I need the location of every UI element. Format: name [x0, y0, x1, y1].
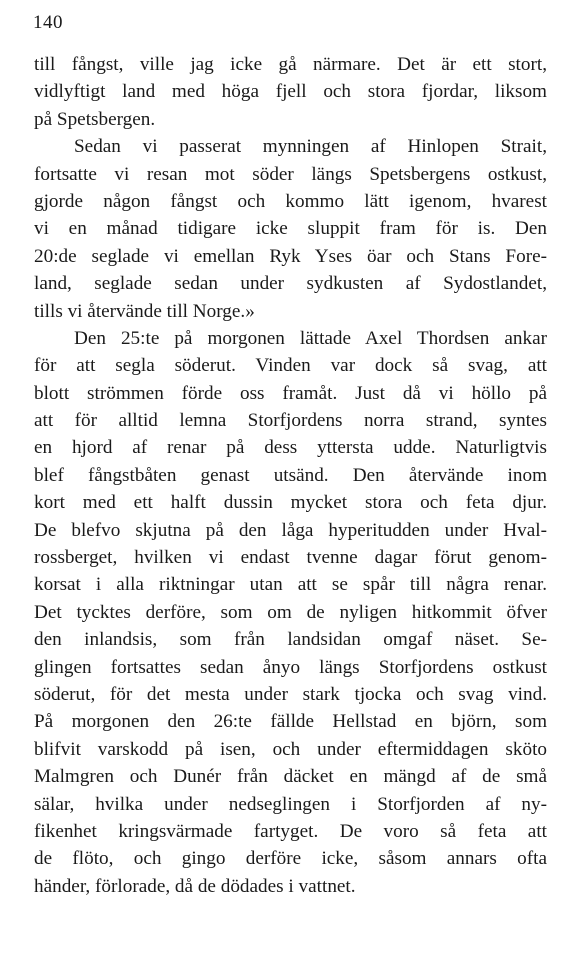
- text-line: blott strömmen förde oss framåt. Just då vi höllo på: [34, 382, 547, 404]
- text-line: fikenhet kringsvärmade fartyget. De voro så feta att: [34, 820, 547, 842]
- text-line: de flöto, och gingo derföre icke, såsom annars ofta: [34, 848, 547, 870]
- text-line: en hjord af renar på dess yttersta udde. Naturligtvis: [34, 437, 547, 459]
- text-line: för att segla söderut. Vinden var dock så svag, att: [34, 355, 547, 377]
- text-line: på Spetsbergen.: [34, 108, 156, 130]
- text-line: fortsatte vi resan mot söder längs Spetsbergens ostkust,: [34, 163, 547, 185]
- text-line: blifvit varskodd på isen, och under eftermiddagen sköto: [34, 738, 547, 760]
- text-line: sälar, hvilka under nedseglingen i Storfjorden af ny-: [34, 793, 547, 815]
- text-line: korsat i alla riktningar utan att se spår till några renar.: [34, 574, 547, 596]
- text-line: tills vi återvände till Norge.»: [34, 300, 255, 322]
- text-line: 20:de seglade vi emellan Ryk Yses öar och Stans Fore-: [34, 245, 547, 267]
- text-line: till fångst, ville jag icke gå närmare. Det är ett stort,: [34, 54, 547, 75]
- text-line: rossberget, hvilken vi endast tvenne dagar förut genom-: [34, 547, 547, 569]
- text-line: att för alltid lemna Storfjordens norra strand, syntes: [34, 410, 547, 432]
- text-line: kort med ett halft dussin mycket stora och feta djur.: [34, 492, 547, 514]
- text-line: land, seglade sedan under sydkusten af Sydostlandet,: [34, 273, 547, 295]
- text-line: gjorde någon fångst och kommo lätt igenom, hvarest: [34, 190, 547, 212]
- text-line: händer, förlorade, då de dödades i vattnet.: [34, 875, 356, 897]
- text-line: Den 25:te på morgonen lättade Axel Thordsen ankar: [74, 327, 547, 349]
- text-line: De blefvo skjutna på den låga hyperitudden under Hval-: [34, 519, 547, 541]
- page-number: 140: [33, 12, 63, 33]
- text-line: vidlyftigt land med höga fjell och stora fjordar, liksom: [34, 81, 547, 103]
- text-line: den inlandsis, som från landsidan omgaf näset. Se-: [34, 629, 547, 651]
- text-line: vi en månad tidigare icke sluppit fram för is. Den: [34, 218, 547, 240]
- text-line: söderut, för det mesta under stark tjocka och svag vind.: [34, 683, 547, 705]
- body-text: [34, 51, 547, 900]
- text-line: Sedan vi passerat mynningen af Hinlopen Strait,: [74, 136, 547, 158]
- text-line: Det tycktes derföre, som om de nyligen hitkommit öfver: [34, 601, 547, 623]
- text-line: glingen fortsattes sedan ånyo längs Storfjordens ostkust: [34, 656, 547, 678]
- text-line: blef fångstbåten genast utsänd. Den återvände inom: [34, 464, 547, 486]
- text-line: På morgonen den 26:te fällde Hellstad en björn, som: [34, 711, 547, 733]
- text-line: Malmgren och Dunér från däcket en mängd af de små: [34, 766, 547, 788]
